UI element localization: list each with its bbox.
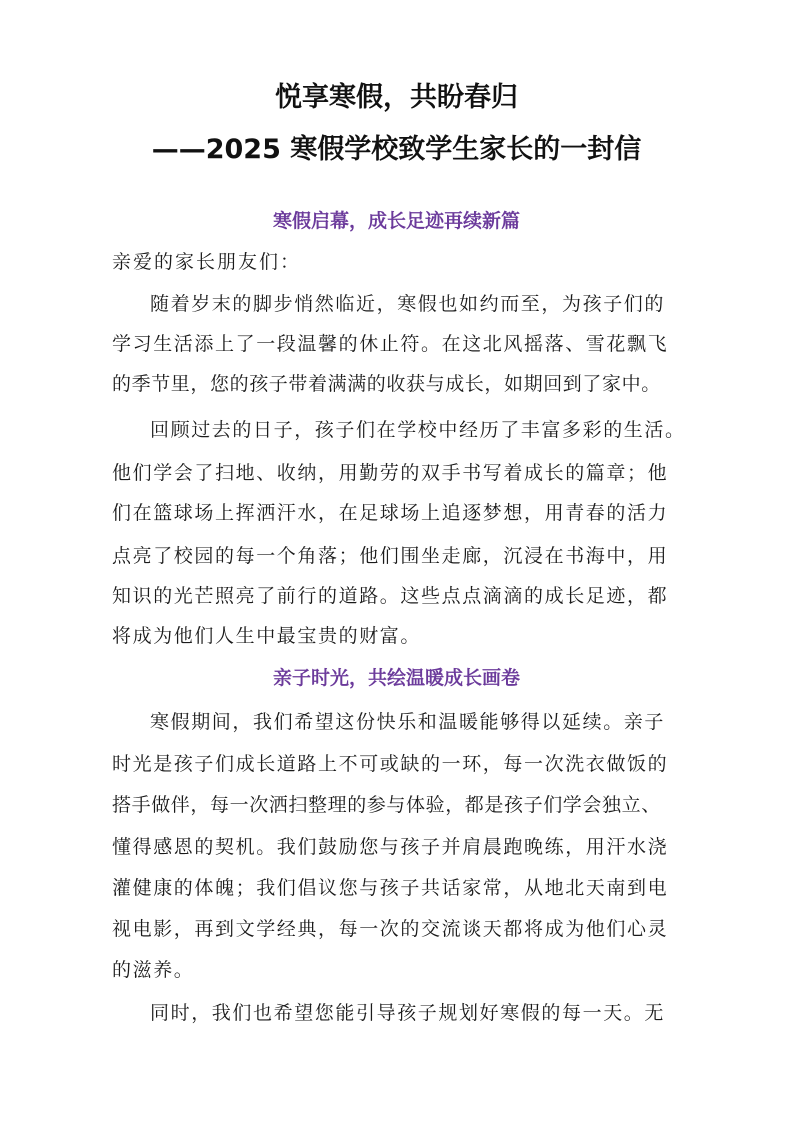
paragraph-line: 点亮了校园的每一个角落；他们围坐走廊，沉浸在书海中，用 bbox=[112, 545, 669, 567]
paragraph-line: 学习生活添上了一段温馨的休止符。在这北风摇落、雪花飘飞 bbox=[112, 333, 669, 355]
paragraph-line: 同时，我们也希望您能引导孩子规划好寒假的每一天。无 bbox=[150, 1002, 666, 1024]
section-heading-1: 寒假启幕，成长足迹再续新篇 bbox=[272, 210, 520, 232]
page-subtitle: ——2025 寒假学校致学生家长的一封信 bbox=[151, 134, 642, 165]
page-title: 悦享寒假，共盼春归 bbox=[275, 82, 518, 113]
paragraph-line: 的滋养。 bbox=[112, 959, 195, 981]
paragraph-line: 他们学会了扫地、收纳，用勤劳的双手书写着成长的篇章；他 bbox=[112, 462, 669, 484]
paragraph-line: 们在篮球场上挥洒汗水，在足球场上追逐梦想，用青春的活力 bbox=[112, 502, 669, 524]
paragraph-line: 知识的光芒照亮了前行的道路。这些点点滴滴的成长足迹，都 bbox=[112, 585, 669, 607]
paragraph-line: 时光是孩子们成长道路上不可或缺的一环，每一次洗衣做饭的 bbox=[112, 753, 669, 775]
salutation: 亲爱的家长朋友们： bbox=[112, 251, 302, 273]
paragraph-line: 搭手做伴，每一次洒扫整理的参与体验，都是孩子们学会独立、 bbox=[112, 794, 661, 816]
paragraph-line: 寒假期间，我们希望这份快乐和温暖能够得以延续。亲子 bbox=[150, 711, 666, 733]
paragraph-line: 灌健康的体魄；我们倡议您与孩子共话家常，从地北天南到电 bbox=[112, 877, 669, 899]
paragraph-line: 回顾过去的日子，孩子们在学校中经历了丰富多彩的生活。 bbox=[150, 419, 686, 441]
paragraph-line: 随着岁末的脚步悄然临近，寒假也如约而至，为孩子们的 bbox=[150, 293, 666, 315]
paragraph-line: 懂得感恩的契机。我们鼓励您与孩子并肩晨跑晚练，用汗水浇 bbox=[112, 836, 669, 858]
section-heading-2: 亲子时光，共绘温暖成长画卷 bbox=[272, 667, 520, 689]
paragraph-line: 视电影，再到文学经典，每一次的交流谈天都将成为他们心灵 bbox=[112, 918, 669, 940]
paragraph-line: 的季节里，您的孩子带着满满的收获与成长，如期回到了家中。 bbox=[112, 373, 661, 395]
paragraph-line: 将成为他们人生中最宝贵的财富。 bbox=[112, 625, 422, 647]
